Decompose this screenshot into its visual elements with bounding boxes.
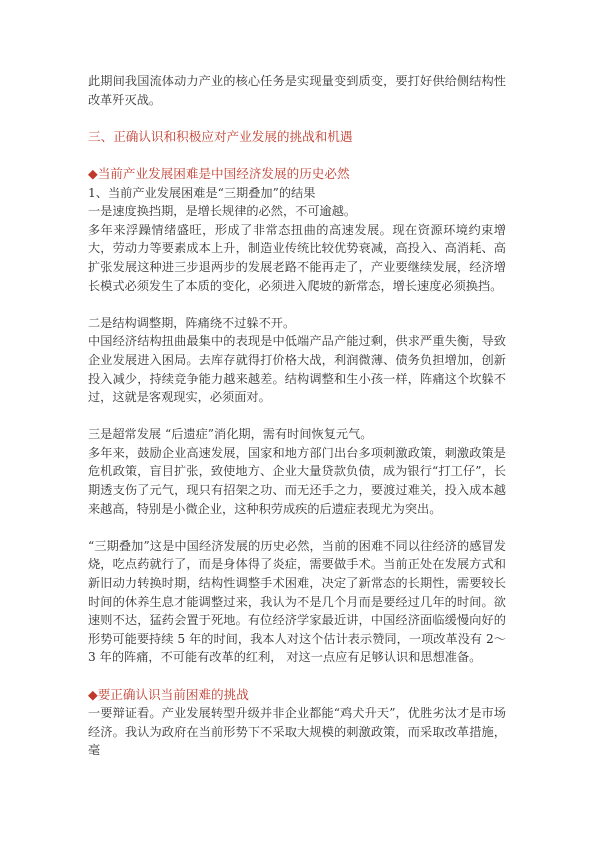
spacer bbox=[88, 518, 506, 537]
subheading-challenge-text: 要正确认识当前困难的挑战 bbox=[97, 686, 249, 702]
point-2-body: 中国经济结构扭曲最集中的表现是中低端产品产能过剩，供求严重失衡，导致企业发展进入困局。去库存就得打价格大战，利润微薄、债务负担增加，创新投入减少，持续竞争能力越来越差。结构调整和生小孩一样，阵痛这个坎躲不过，这就是客观现实，必须面对。 bbox=[88, 334, 506, 405]
spacer bbox=[88, 407, 506, 426]
subheading-history bbox=[88, 165, 506, 184]
item-1-title: 1、当前产业发展困难是“三期叠加”的结果 bbox=[88, 185, 316, 200]
intro-paragraph: 此期间我国流体动力产业的核心任务是实现量变到质变，要打好供给侧结构性改革歼灭战。 bbox=[88, 74, 506, 107]
point-1-body: 多年来浮躁情绪盛旺，形成了非常态扭曲的高速发展。现在资源环境约束增大，劳动力等要素成本上升，制造业传统比较优势衰减，高投入、高消耗、高扩张发展这种进三步退两步的发展老路不能再走了，产业要继续发展，经济增长模式必须发生了本质的变化，必须进入爬坡的新常态，增长速度必须换挡。 bbox=[88, 222, 506, 293]
spacer bbox=[88, 667, 506, 686]
subheading-challenge bbox=[88, 686, 506, 705]
point-3-heading: 三是超常发展 “后遗症”消化期，需有时间恢复元气。 bbox=[88, 427, 373, 442]
diamond-bullet-icon: ◆ bbox=[88, 165, 98, 181]
point-1-heading: 一是速度换挡期，是增长规律的必然，不可逾越。 bbox=[88, 204, 357, 219]
spacer bbox=[88, 295, 506, 314]
point-3-body: 多年来，鼓励企业高速发展，国家和地方部门出台多项刺激政策，刺激政策是危机政策，盲目扩张，致使地方、企业大量贷款负债，成为银行“打工仔”，长期透支伤了元气，现只有招架之功、而无还手之力，要渡过难关，投入成本越来越高，特别是小微企业，这种积劳成疾的后遗症表现尤为突出。 bbox=[88, 445, 506, 516]
three-periods-paragraph: “三期叠加”这是中国经济发展的历史必然，当前的困难不同以往经济的感冒发烧，吃点药就行了，而是身体得了炎症，需要做手术。当前正处在发展方式和新旧动力转换时期，结构性调整手术困难，决定了新常态的长期性，需要较长时间的休养生息才能调整过来，我认为不是几个月而是要经过几年的时间。欲速则不达，猛药会置于死地。有位经济学家最近讲，中国经济面临缓慢向好的形势可能要持续 5 年的时间，我本人对这个估计表示赞同，一项改革没有 2～3 年的阵痛，不可能有改革的红利， 对这一点应有足够认识和思想准备。 bbox=[88, 538, 506, 665]
spacer bbox=[88, 146, 506, 165]
dialectic-paragraph: 一要辩证看。产业发展转型升级并非企业都能“鸡犬升天”，优胜劣汰才是市场经济。我认为政府在当前形势下不采取大规模的刺激政策，而采取改革措施，毫 bbox=[88, 706, 506, 758]
document-page bbox=[88, 72, 506, 760]
spacer bbox=[88, 109, 506, 128]
point-2-heading: 二是结构调整期，阵痛绕不过躲不开。 bbox=[88, 315, 296, 330]
subheading-history-text: 当前产业发展困难是中国经济发展的历史必然 bbox=[97, 165, 350, 181]
section-title: 三、正确认识和积极应对产业发展的挑战和机遇 bbox=[88, 128, 353, 144]
diamond-bullet-icon: ◆ bbox=[88, 686, 98, 702]
